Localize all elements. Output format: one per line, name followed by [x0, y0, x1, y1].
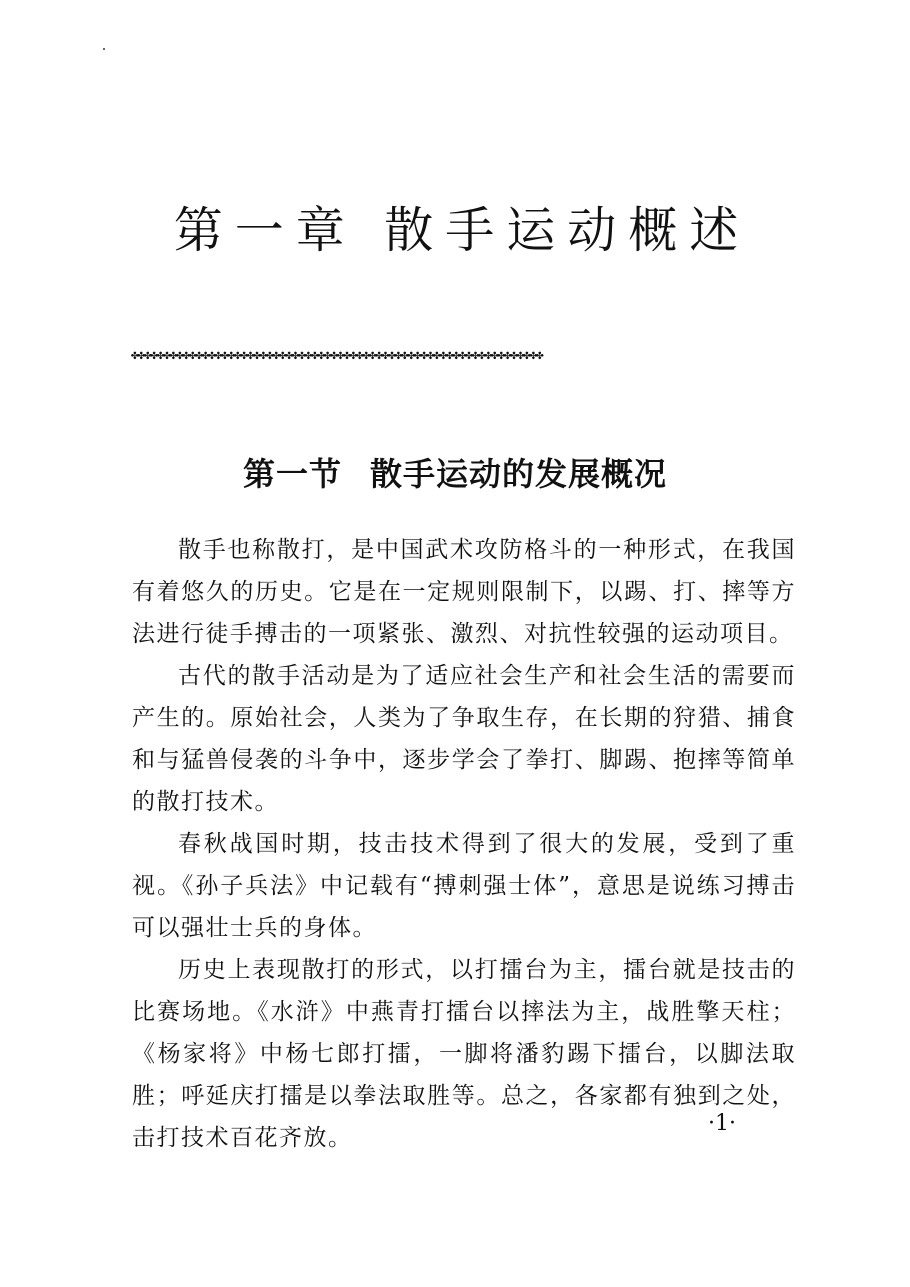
- paragraph: 春秋战国时期，技击技术得到了很大的发展，受到了重视。《孙子兵法》中记载有“搏刺强士体”，意思是说练习搏击可以强壮士兵的身体。: [132, 831, 796, 941]
- paragraph: 历史上表现散打的形式，以打擂台为主，擂台就是技击的比赛场地。《水浒》中燕青打擂台以摔法为主，战胜擎天柱；《杨家将》中杨七郎打擂，一脚将潘豹踢下擂台，以脚法取胜；呼延庆打擂是以拳法取胜等。总之，各家都有独到之处，击打技术百花齐放。: [132, 957, 796, 1151]
- body-text: [132, 529, 796, 1159]
- chapter-title: 第一章 散手运动概述: [173, 202, 751, 259]
- ornamental-divider: ✤✤✤✤✤✤✤✤✤✤✤✤✤✤✤✤✤✤✤✤✤✤✤✤✤✤✤✤✤✤✤✤✤✤✤✤✤✤✤✤✤✤✤✤✤✤✤✤✤✤✤✤✤✤✤✤✤✤✤✤✤✤✤✤: [131, 349, 543, 363]
- scan-speck: [103, 48, 105, 50]
- section-number: 第一节: [242, 455, 342, 493]
- page-number: ·1·: [708, 1111, 736, 1136]
- section-heading: [0, 452, 910, 496]
- paragraph: 古代的散手活动是为了适应社会生产和社会生活的需要而产生的。原始社会，人类为了争取生存，在长期的狩猎、捕食和与猛兽侵袭的斗争中，逐步学会了拳打、脚踢、抱摔等简单的散打技术。: [132, 663, 796, 815]
- section-title: 散手运动的发展概况: [370, 455, 668, 493]
- paragraph: 散手也称散打，是中国武术攻防格斗的一种形式，在我国有着悠久的历史。它是在一定规则限制下，以踢、打、摔等方法进行徒手搏击的一项紧张、激烈、对抗性较强的运动项目。: [132, 537, 796, 647]
